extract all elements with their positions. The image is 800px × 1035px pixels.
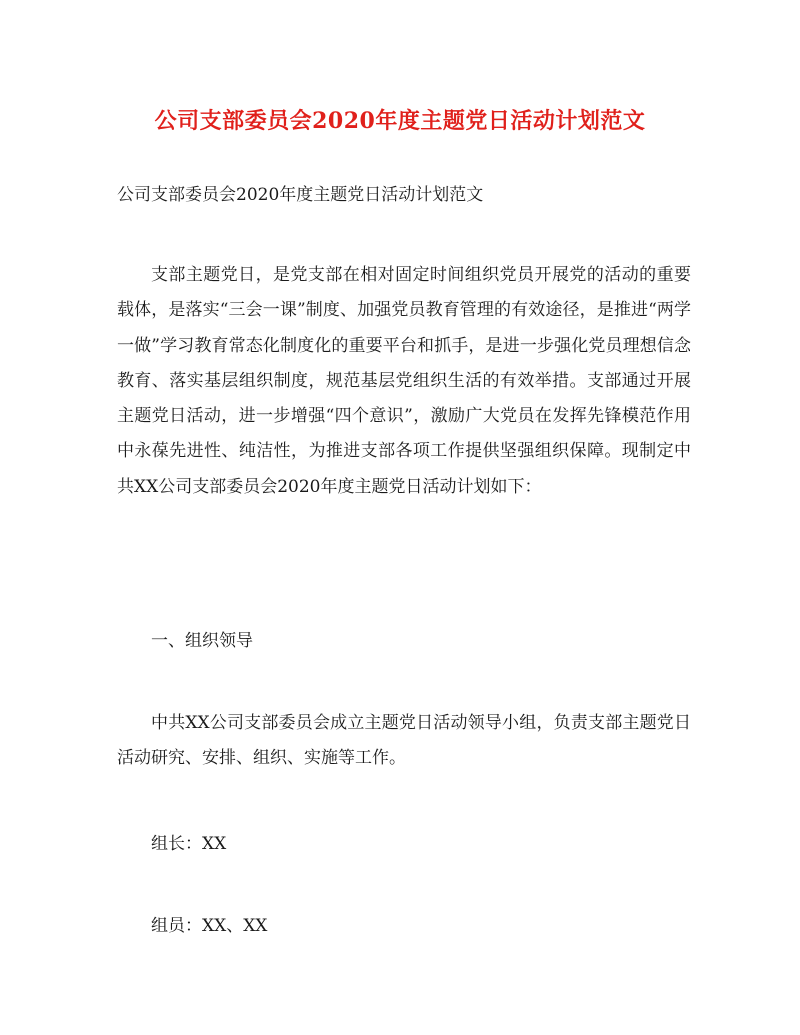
leadership-paragraph: 中共XX公司支部委员会成立主题党日活动领导小组，负责支部主题党日活动研究、安排、组织、实施等工作。 [117, 713, 691, 769]
section-heading-organization: 一、组织领导 [151, 631, 253, 651]
group-leader-line: 组长：XX [151, 834, 227, 854]
intro-paragraph: 支部主题党日，是党支部在相对固定时间组织党员开展党的活动的重要载体，是落实“三会一课”制度、加强党员教育管理的有效途径，是推进“两学一做”学习教育常态化制度化的重要平台和抓手，是进一步强化党员理想信念教育、落实基层组织制度，规范基层党组织生活的有效举措。支部通过开展主题党日活动，进一步增强“四个意识”，激励广大党员在发挥先锋模范作用中永葆先进性、纯洁性，为推进支部各项工作提供坚强组织保障。现制定中共XX公司支部委员会2020年度主题党日活动计划如下： [117, 265, 691, 497]
group-members-line: 组员：XX、XX [151, 916, 268, 936]
document-subtitle: 公司支部委员会2020年度主题党日活动计划范文 [117, 185, 484, 205]
document-title: 公司支部委员会2020年度主题党日活动计划范文 [154, 108, 646, 134]
